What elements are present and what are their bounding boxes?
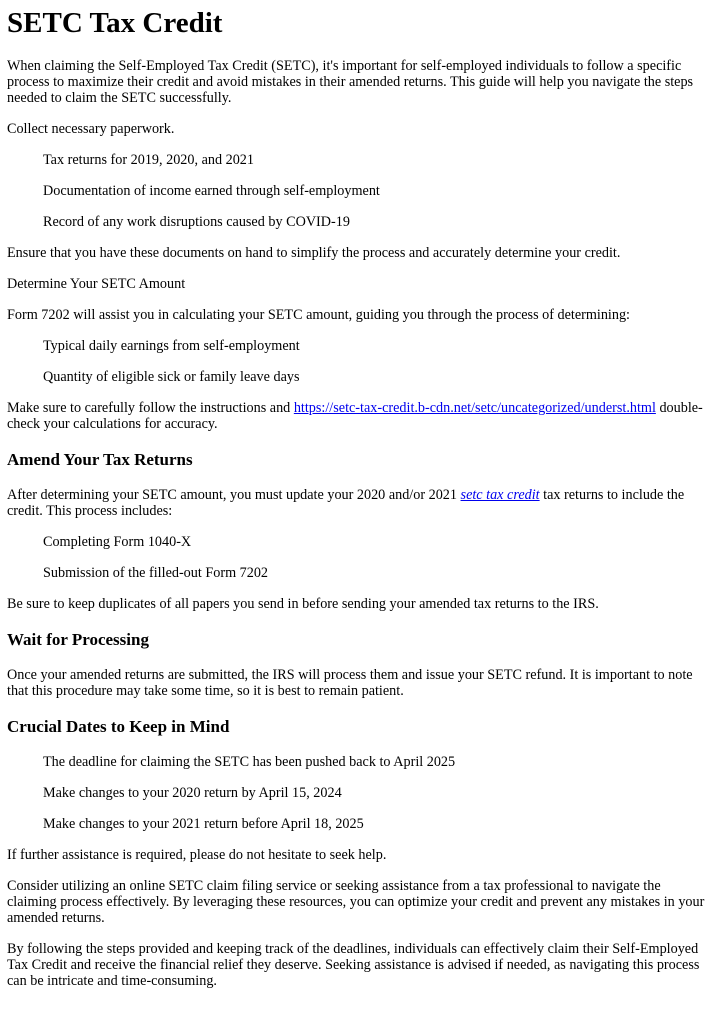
collect-paragraph: Collect necessary paperwork.: [7, 121, 175, 137]
paperwork-item: Record of any work disruptions caused by COVID-19: [43, 214, 350, 230]
follow-text-after: double-check your calculations for accuracy.: [7, 400, 703, 432]
amend-text-before: After determining your SETC amount, you must update your 2020 and/or 2021: [7, 487, 461, 503]
consider-paragraph: Consider utilizing an online SETC claim filing service or seeking assistance from a tax professional to navigate the claiming process effectively. By leveraging these resources, you can optimize your credit and prevent any mistakes in your amended returns.: [7, 878, 705, 926]
closing-paragraph: By following the steps provided and keeping track of the deadlines, individuals can effectively claim their Self-Employed Tax Credit and receive the financial relief they deserve. Seeking assistance is advised if needed, as navigating this process can be intricate and time-consuming.: [7, 941, 700, 989]
assist-paragraph: If further assistance is required, please do not hesitate to seek help.: [7, 847, 387, 863]
date-item: Make changes to your 2021 return before April 18, 2025: [43, 816, 364, 832]
dates-heading: Crucial Dates to Keep in Mind: [7, 717, 230, 736]
ensure-paragraph: Ensure that you have these documents on hand to simplify the process and accurately determine your credit.: [7, 245, 621, 261]
follow-paragraph: [7, 400, 713, 432]
determine-paragraph: Determine Your SETC Amount: [7, 276, 186, 292]
paperwork-item: Tax returns for 2019, 2020, and 2021: [43, 152, 254, 168]
follow-text-before: Make sure to carefully follow the instructions and: [7, 400, 294, 416]
date-item: Make changes to your 2020 return by April 15, 2024: [43, 785, 342, 801]
amend-step-item: Completing Form 1040-X: [43, 534, 192, 550]
instructions-link[interactable]: https://setc-tax-credit.b-cdn.net/setc/uncategorized/underst.html: [293, 400, 656, 416]
amend-heading: Amend Your Tax Returns: [7, 450, 193, 469]
date-item: The deadline for claiming the SETC has been pushed back to April 2025: [43, 754, 456, 770]
setc-tax-credit-link[interactable]: setc tax credit: [460, 487, 540, 503]
keep-paragraph: Be sure to keep duplicates of all papers you send in before sending your amended tax returns to the IRS.: [7, 596, 599, 612]
amend-step-item: Submission of the filled-out Form 7202: [43, 565, 269, 581]
amend-paragraph: [7, 487, 713, 519]
determining-item: Typical daily earnings from self-employment: [43, 338, 300, 354]
wait-paragraph: Once your amended returns are submitted, the IRS will process them and issue your SETC refund. It is important to note that this procedure may take some time, so it is best to remain patient.: [7, 667, 693, 699]
page-title: SETC Tax Credit: [7, 7, 223, 39]
form-intro-paragraph: Form 7202 will assist you in calculating your SETC amount, guiding you through the process of determining:: [7, 307, 630, 323]
intro-paragraph: When claiming the Self-Employed Tax Credit (SETC), it's important for self-employed individuals to follow a specific process to maximize their credit and avoid mistakes in their amended returns. This guide will help you navigate the steps needed to claim the SETC successfully.: [7, 58, 694, 106]
determining-item: Quantity of eligible sick or family leave days: [43, 369, 300, 385]
paperwork-item: Documentation of income earned through self-employment: [43, 183, 380, 199]
wait-heading: Wait for Processing: [7, 630, 149, 649]
amend-text-after: tax returns to include the credit. This process includes:: [7, 487, 685, 519]
